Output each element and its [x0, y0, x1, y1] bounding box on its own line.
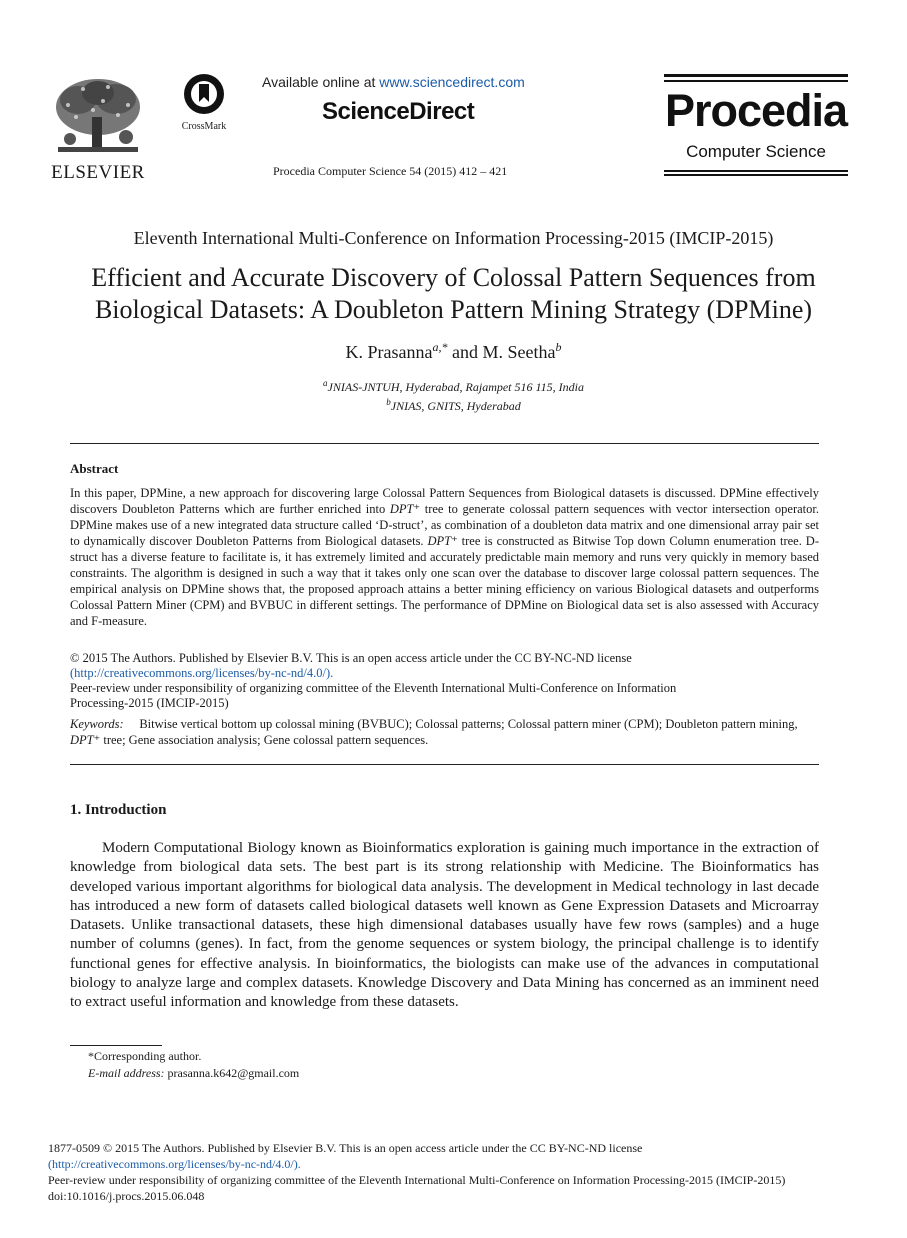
footer-license-link[interactable]: (http://creativecommons.org/licenses/by-nc-nd/4.0/).	[48, 1157, 301, 1171]
available-online-line	[262, 74, 525, 90]
affiliation-b-text: JNIAS, GNITS, Hyderabad	[390, 399, 521, 413]
procedia-rule-bottom-thin	[664, 170, 848, 172]
affiliation-b	[0, 395, 907, 414]
affiliation-a-text: JNIAS-JNTUH, Hyderabad, Rajampet 516 115, India	[327, 380, 584, 394]
crossmark-icon	[175, 72, 233, 116]
available-online-text: Available online at	[262, 74, 380, 90]
procedia-rule-bottom	[664, 174, 848, 176]
author-and: and	[447, 342, 483, 362]
keywords-part-1: Bitwise vertical bottom up colossal mining (BVBUC); Colossal patterns; Colossal pattern miner (CPM); Doubleton pattern mining,	[139, 717, 798, 731]
keywords	[70, 716, 819, 748]
dpt-term-1: DPT⁺	[389, 502, 421, 516]
abstract-part-3: tree is constructed as Bitwise Top down Column enumeration tree. D-struct has a diverse feature to facilitate is, it has extremely limited and accurately predictable main memory and runs very quickly in memory based constraints. The algorithm is designed in such a way that it takes only one scan over the database to discover large colossal pattern sequences. The empirical analysis on DPMine shows that, the proposed approach attains a better mining efficiency on various Biological datasets and outperforms Colossal Pattern Miner (CPM) and BVBUC in different settings. The performance of DPMine on Biological data set is also assessed with Accuracy and F-measure.	[70, 534, 819, 628]
keywords-part-2: tree; Gene association analysis; Gene colossal pattern sequences.	[100, 733, 429, 747]
footer-copyright: 1877-0509 © 2015 The Authors. Published by Elsevier B.V. This is an open access article under the CC BY-NC-ND license	[48, 1141, 643, 1155]
section-heading-introduction: 1. Introduction	[70, 802, 167, 818]
elsevier-tree-icon	[48, 75, 148, 155]
title-line-2: Biological Datasets: A Doubleton Pattern Mining Strategy (DPMine)	[94, 295, 813, 324]
corresponding-author-note: *Corresponding author.	[88, 1049, 202, 1063]
affiliation-b-mark: b	[386, 397, 391, 407]
issn-footer	[48, 1140, 858, 1204]
peer-review-line-1: Peer-review under responsibility of organizing committee of the Eleventh International Multi-Conference on Information	[70, 681, 677, 695]
footnote-rule	[70, 1045, 162, 1046]
author-1-affiliation-mark: a,*	[432, 340, 448, 354]
email-note	[88, 1066, 299, 1081]
abstract-part-2: tree to generate colossal pattern sequences with vector intersection operator. DPMine makes use of a new integrated data structure called ‘D-struct’, as combination of a doubleton data matrix and one dimensional array pair set to dynamically discover Doubleton Patterns from Biological datasets.	[70, 502, 819, 548]
procedia-subtitle: Computer Science	[686, 142, 826, 161]
introduction-paragraph: Modern Computational Biology known as Bioinformatics exploration is gaining much importance in the extraction of knowledge from biological data sets. The best part is its strong relationship with Medicine. The Bioinformatics has developed various important algorithms for biological data analysis. The development in Medical technology in last decade has introduced a new form of datasets called biological datasets well known as Gene Expression Datasets and Microarray Datasets. Unlike transactional datasets, these high dimensional databases usually have few rows (samples) and a huge number of columns (genes). In fact, from the genome sequences or system biology, the principal challenge is to identify functional genes for effective analysis. In bioinformatics, the biologists can make use of the advances in computational biology to analyze large and complex datasets. Knowledge Discovery and Data Mining has concerned as an imminent need to extract useful information and knowledge from these datasets.	[70, 840, 819, 1011]
peer-review-line-2: Processing-2015 (IMCIP-2015)	[70, 696, 229, 710]
conference-name: Eleventh International Multi-Conference on Information Processing-2015 (IMCIP-2015)	[133, 228, 774, 248]
author-2-affiliation-mark: b	[555, 340, 562, 354]
crossmark-badge[interactable]	[175, 72, 233, 134]
footer-peer-review: Peer-review under responsibility of organizing committee of the Eleventh International Multi-Conference on Information Processing-2015 (IMCIP-2015)	[48, 1173, 786, 1187]
procedia-logo	[664, 74, 848, 176]
abstract-body	[70, 485, 819, 629]
procedia-rule-top	[664, 74, 848, 77]
author-2: M. Seetha	[482, 342, 556, 362]
copyright-line: © 2015 The Authors. Published by Elsevier B.V. This is an open access article under the CC BY-NC-ND license	[70, 651, 632, 665]
affiliation-a-mark: a	[323, 378, 328, 388]
abstract-heading: Abstract	[70, 461, 119, 476]
license-link[interactable]: (http://creativecommons.org/licenses/by-nc-nd/4.0/).	[70, 666, 334, 680]
sciencedirect-wordmark: ScienceDirect	[322, 98, 475, 125]
paper-title	[40, 262, 867, 326]
sciencedirect-link[interactable]: www.sciencedirect.com	[379, 74, 525, 90]
abstract-part-1: In this paper, DPMine, a new approach for discovering large Colossal Pattern Sequences from Biological datasets is discussed. DPMine effectively discovers Doubleton Patterns which are further enriched into	[70, 486, 819, 516]
author-1: K. Prasanna	[345, 342, 433, 362]
footer-doi[interactable]: doi:10.1016/j.procs.2015.06.048	[48, 1189, 205, 1203]
divider-top	[70, 443, 819, 444]
procedia-wordmark: Procedia	[664, 85, 848, 136]
elsevier-logo	[48, 75, 148, 183]
journal-citation: Procedia Computer Science 54 (2015) 412 – 421	[273, 164, 508, 178]
keywords-label: Keywords:	[70, 717, 124, 731]
title-line-1: Efficient and Accurate Discovery of Colossal Pattern Sequences from	[91, 263, 816, 292]
affiliations	[0, 376, 907, 414]
elsevier-wordmark: ELSEVIER	[51, 162, 145, 183]
dpt-term-3: DPT⁺	[70, 733, 101, 747]
procedia-rule-top-thin	[664, 80, 848, 82]
email-label: E-mail address:	[88, 1066, 165, 1080]
crossmark-label: CrossMark	[181, 121, 227, 132]
affiliation-a	[0, 376, 907, 395]
email-address[interactable]: prasanna.k642@gmail.com	[164, 1066, 300, 1080]
dpt-term-2: DPT⁺	[427, 534, 458, 548]
divider-bottom	[70, 764, 819, 765]
author-line	[0, 340, 907, 363]
